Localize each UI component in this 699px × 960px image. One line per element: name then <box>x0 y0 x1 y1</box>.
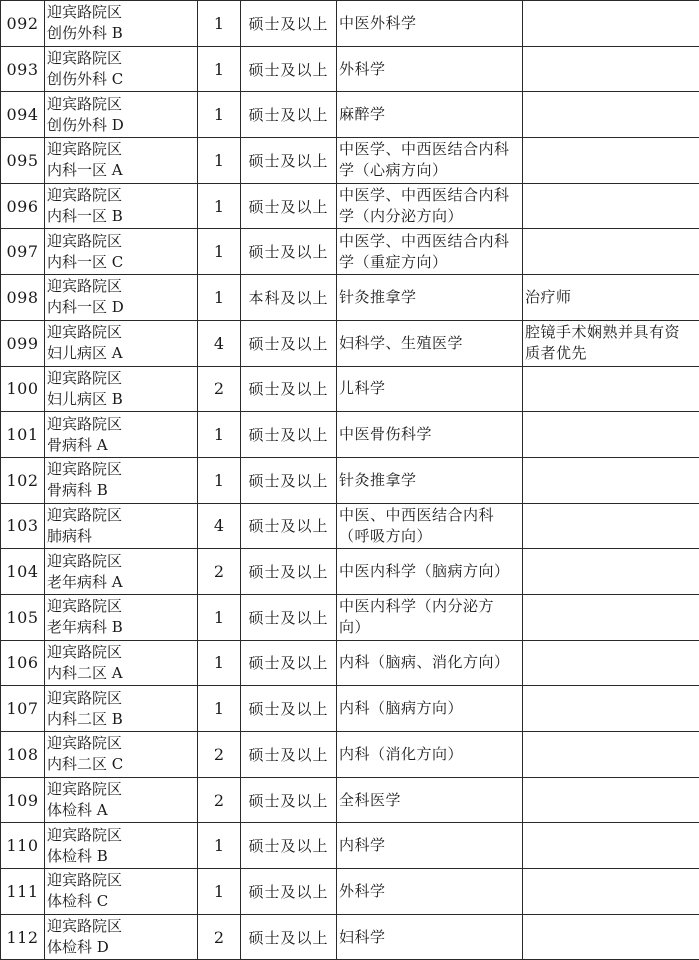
hiring-count: 2 <box>198 366 241 412</box>
department-cell-line: 迎宾路院区 <box>47 94 123 113</box>
remarks-cell <box>523 869 699 915</box>
major-cell-line: 中医学、中西医结合内科 <box>339 140 510 159</box>
table-row <box>1 732 699 778</box>
major-cell <box>337 412 523 458</box>
table-row <box>1 229 699 275</box>
remarks-cell-line: 腔镜手术娴熟并具有资 <box>525 323 681 342</box>
major-cell-line: 针灸推拿学 <box>339 470 417 489</box>
hiring-count: 1 <box>198 183 241 229</box>
department-cell-line: 骨病科 A <box>47 435 108 454</box>
department-cell-line: 老年病科 A <box>47 572 123 591</box>
hiring-count: 1 <box>198 275 241 321</box>
remarks-cell <box>523 549 699 595</box>
department-cell <box>45 594 198 640</box>
position-code: 092 <box>1 1 45 47</box>
major-cell <box>337 138 523 184</box>
position-code: 098 <box>1 275 45 321</box>
remarks-cell-line: 质者优先 <box>525 344 588 363</box>
major-cell <box>337 869 523 915</box>
department-cell-line: 内科二区 A <box>47 663 123 682</box>
department-cell <box>45 823 198 869</box>
hiring-count: 2 <box>198 549 241 595</box>
education-requirement: 硕士及以上 <box>241 183 337 229</box>
major-cell-line: 妇科学、生殖医学 <box>339 333 464 352</box>
department-cell <box>45 46 198 92</box>
education-requirement: 硕士及以上 <box>241 412 337 458</box>
major-cell-line: 外科学 <box>339 59 386 78</box>
remarks-cell <box>523 229 699 275</box>
department-cell <box>45 869 198 915</box>
remarks-cell <box>523 777 699 823</box>
remarks-cell <box>523 183 699 229</box>
position-code: 099 <box>1 320 45 366</box>
major-cell-line: 内科学 <box>339 836 386 855</box>
education-requirement: 硕士及以上 <box>241 732 337 778</box>
table-row <box>1 92 699 138</box>
major-cell-line: 针灸推拿学 <box>339 287 417 306</box>
major-cell-line: 内科（脑病、消化方向） <box>339 653 510 672</box>
department-cell <box>45 732 198 778</box>
major-cell <box>337 777 523 823</box>
department-cell-line: 内科一区 A <box>47 161 123 180</box>
major-cell-line: 中医外科学 <box>339 13 417 32</box>
major-cell <box>337 457 523 503</box>
major-cell <box>337 275 523 321</box>
major-cell <box>337 823 523 869</box>
major-cell <box>337 229 523 275</box>
hiring-count: 1 <box>198 594 241 640</box>
education-requirement: 硕士及以上 <box>241 869 337 915</box>
position-code: 109 <box>1 777 45 823</box>
table-row <box>1 46 699 92</box>
department-cell-line: 迎宾路院区 <box>47 140 123 159</box>
major-cell <box>337 366 523 412</box>
major-cell-line: （呼吸方向） <box>339 526 433 545</box>
department-cell-line: 迎宾路院区 <box>47 414 123 433</box>
department-cell-line: 迎宾路院区 <box>47 277 123 296</box>
hiring-count: 1 <box>198 1 241 47</box>
major-cell <box>337 640 523 686</box>
hiring-count: 1 <box>198 823 241 869</box>
department-cell-line: 迎宾路院区 <box>47 49 123 68</box>
department-cell-line: 肺病科 <box>47 526 93 545</box>
table-row <box>1 823 699 869</box>
major-cell-line: 麻醉学 <box>339 105 386 124</box>
remarks-cell <box>523 640 699 686</box>
department-cell <box>45 229 198 275</box>
hiring-count: 1 <box>198 46 241 92</box>
department-cell <box>45 503 198 549</box>
major-cell <box>337 686 523 732</box>
table-row <box>1 1 699 47</box>
hiring-count: 4 <box>198 320 241 366</box>
table-row <box>1 914 699 960</box>
position-code: 100 <box>1 366 45 412</box>
position-code: 093 <box>1 46 45 92</box>
department-cell <box>45 320 198 366</box>
position-code: 111 <box>1 869 45 915</box>
department-cell-line: 迎宾路院区 <box>47 3 123 22</box>
department-cell-line: 迎宾路院区 <box>47 597 123 616</box>
table-row <box>1 138 699 184</box>
department-cell-line: 迎宾路院区 <box>47 551 123 570</box>
department-cell-line: 妇儿病区 B <box>47 389 123 408</box>
department-cell <box>45 1 198 47</box>
department-cell-line: 妇儿病区 A <box>47 344 123 363</box>
education-requirement: 硕士及以上 <box>241 366 337 412</box>
department-cell-line: 迎宾路院区 <box>47 825 123 844</box>
department-cell <box>45 183 198 229</box>
education-requirement: 硕士及以上 <box>241 686 337 732</box>
department-cell-line: 迎宾路院区 <box>47 871 123 890</box>
major-cell-line: 内科（脑病方向） <box>339 699 464 718</box>
hiring-count: 2 <box>198 732 241 778</box>
major-cell-line: 中医骨伤科学 <box>339 425 433 444</box>
position-code: 110 <box>1 823 45 869</box>
department-cell-line: 创伤外科 B <box>47 24 123 43</box>
table-row <box>1 366 699 412</box>
department-cell <box>45 686 198 732</box>
major-cell-line: 中医学、中西医结合内科 <box>339 231 510 250</box>
education-requirement: 硕士及以上 <box>241 594 337 640</box>
department-cell-line: 内科一区 D <box>47 298 124 317</box>
department-cell-line: 迎宾路院区 <box>47 368 123 387</box>
major-cell-line: 全科医学 <box>339 790 402 809</box>
department-cell-line: 迎宾路院区 <box>47 231 123 250</box>
department-cell <box>45 640 198 686</box>
department-cell-line: 迎宾路院区 <box>47 917 123 936</box>
table-row <box>1 412 699 458</box>
major-cell-line: 学（内分泌方向） <box>339 207 464 226</box>
major-cell-line: 学（心病方向） <box>339 161 448 180</box>
remarks-cell <box>523 320 699 366</box>
department-cell <box>45 366 198 412</box>
remarks-cell <box>523 46 699 92</box>
department-cell-line: 迎宾路院区 <box>47 642 123 661</box>
position-code: 104 <box>1 549 45 595</box>
hiring-count: 1 <box>198 229 241 275</box>
table-body <box>1 1 699 960</box>
major-cell <box>337 914 523 960</box>
remarks-cell <box>523 1 699 47</box>
department-cell-line: 迎宾路院区 <box>47 734 123 753</box>
major-cell <box>337 549 523 595</box>
position-code: 102 <box>1 457 45 503</box>
department-cell-line: 体检科 C <box>47 892 109 911</box>
department-cell-line: 迎宾路院区 <box>47 780 123 799</box>
education-requirement: 硕士及以上 <box>241 320 337 366</box>
remarks-cell <box>523 138 699 184</box>
department-cell-line: 骨病科 B <box>47 481 108 500</box>
hiring-count: 2 <box>198 914 241 960</box>
education-requirement: 硕士及以上 <box>241 138 337 184</box>
hiring-count: 1 <box>198 869 241 915</box>
table-row <box>1 594 699 640</box>
major-cell <box>337 320 523 366</box>
education-requirement: 本科及以上 <box>241 275 337 321</box>
hiring-count: 1 <box>198 686 241 732</box>
hiring-count: 4 <box>198 503 241 549</box>
table-row <box>1 869 699 915</box>
department-cell-line: 迎宾路院区 <box>47 688 123 707</box>
department-cell <box>45 138 198 184</box>
major-cell-line: 中医内科学（脑病方向） <box>339 562 510 581</box>
department-cell <box>45 275 198 321</box>
major-cell-line: 外科学 <box>339 881 386 900</box>
major-cell <box>337 732 523 778</box>
department-cell-line: 内科二区 C <box>47 755 124 774</box>
department-cell-line: 体检科 A <box>47 801 108 820</box>
education-requirement: 硕士及以上 <box>241 549 337 595</box>
major-cell-line: 学（重症方向） <box>339 252 448 271</box>
education-requirement: 硕士及以上 <box>241 1 337 47</box>
major-cell <box>337 503 523 549</box>
remarks-cell <box>523 457 699 503</box>
department-cell-line: 创伤外科 C <box>47 70 124 89</box>
department-cell-line: 迎宾路院区 <box>47 323 123 342</box>
major-cell-line: 中医学、中西医结合内科 <box>339 186 510 205</box>
hiring-count: 1 <box>198 457 241 503</box>
position-code: 095 <box>1 138 45 184</box>
education-requirement: 硕士及以上 <box>241 46 337 92</box>
major-cell-line: 儿科学 <box>339 379 386 398</box>
department-cell <box>45 777 198 823</box>
major-cell-line: 中医、中西医结合内科 <box>339 505 495 524</box>
education-requirement: 硕士及以上 <box>241 457 337 503</box>
department-cell <box>45 92 198 138</box>
department-cell-line: 迎宾路院区 <box>47 460 123 479</box>
major-cell-line: 妇科学 <box>339 927 386 946</box>
position-code: 094 <box>1 92 45 138</box>
department-cell-line: 内科一区 B <box>47 207 123 226</box>
position-code: 112 <box>1 914 45 960</box>
remarks-cell <box>523 366 699 412</box>
department-cell-line: 体检科 B <box>47 846 108 865</box>
remarks-cell <box>523 594 699 640</box>
department-cell <box>45 457 198 503</box>
department-cell-line: 内科一区 C <box>47 252 124 271</box>
hiring-count: 1 <box>198 138 241 184</box>
education-requirement: 硕士及以上 <box>241 92 337 138</box>
position-code: 097 <box>1 229 45 275</box>
hiring-count: 2 <box>198 777 241 823</box>
table-row <box>1 183 699 229</box>
remarks-cell <box>523 914 699 960</box>
major-cell-line: 向） <box>339 618 371 637</box>
table-row <box>1 275 699 321</box>
remarks-cell <box>523 686 699 732</box>
education-requirement: 硕士及以上 <box>241 777 337 823</box>
position-code: 108 <box>1 732 45 778</box>
table-row <box>1 503 699 549</box>
major-cell <box>337 1 523 47</box>
department-cell <box>45 412 198 458</box>
table-row <box>1 640 699 686</box>
department-cell <box>45 914 198 960</box>
department-cell-line: 老年病科 B <box>47 618 123 637</box>
table-row <box>1 549 699 595</box>
hiring-count: 1 <box>198 640 241 686</box>
position-code: 101 <box>1 412 45 458</box>
major-cell <box>337 594 523 640</box>
position-code: 103 <box>1 503 45 549</box>
department-cell-line: 迎宾路院区 <box>47 186 123 205</box>
remarks-cell <box>523 275 699 321</box>
remarks-cell-line: 治疗师 <box>525 287 572 306</box>
table-row <box>1 320 699 366</box>
position-code: 107 <box>1 686 45 732</box>
table-row <box>1 686 699 732</box>
table-row <box>1 457 699 503</box>
education-requirement: 硕士及以上 <box>241 229 337 275</box>
remarks-cell <box>523 92 699 138</box>
position-code: 096 <box>1 183 45 229</box>
remarks-cell <box>523 503 699 549</box>
department-cell <box>45 549 198 595</box>
department-cell-line: 体检科 D <box>47 938 109 957</box>
education-requirement: 硕士及以上 <box>241 503 337 549</box>
department-cell-line: 创伤外科 D <box>47 115 124 134</box>
major-cell <box>337 92 523 138</box>
department-cell-line: 迎宾路院区 <box>47 505 123 524</box>
position-code: 105 <box>1 594 45 640</box>
education-requirement: 硕士及以上 <box>241 823 337 869</box>
education-requirement: 硕士及以上 <box>241 640 337 686</box>
hiring-count: 1 <box>198 412 241 458</box>
remarks-cell <box>523 732 699 778</box>
major-cell <box>337 46 523 92</box>
major-cell-line: 中医内科学（内分泌方 <box>339 597 495 616</box>
major-cell <box>337 183 523 229</box>
major-cell-line: 内科（消化方向） <box>339 744 464 763</box>
remarks-cell <box>523 412 699 458</box>
table-row <box>1 777 699 823</box>
position-code: 106 <box>1 640 45 686</box>
education-requirement: 硕士及以上 <box>241 914 337 960</box>
remarks-cell <box>523 823 699 869</box>
hiring-count: 1 <box>198 92 241 138</box>
department-cell-line: 内科二区 B <box>47 709 123 728</box>
